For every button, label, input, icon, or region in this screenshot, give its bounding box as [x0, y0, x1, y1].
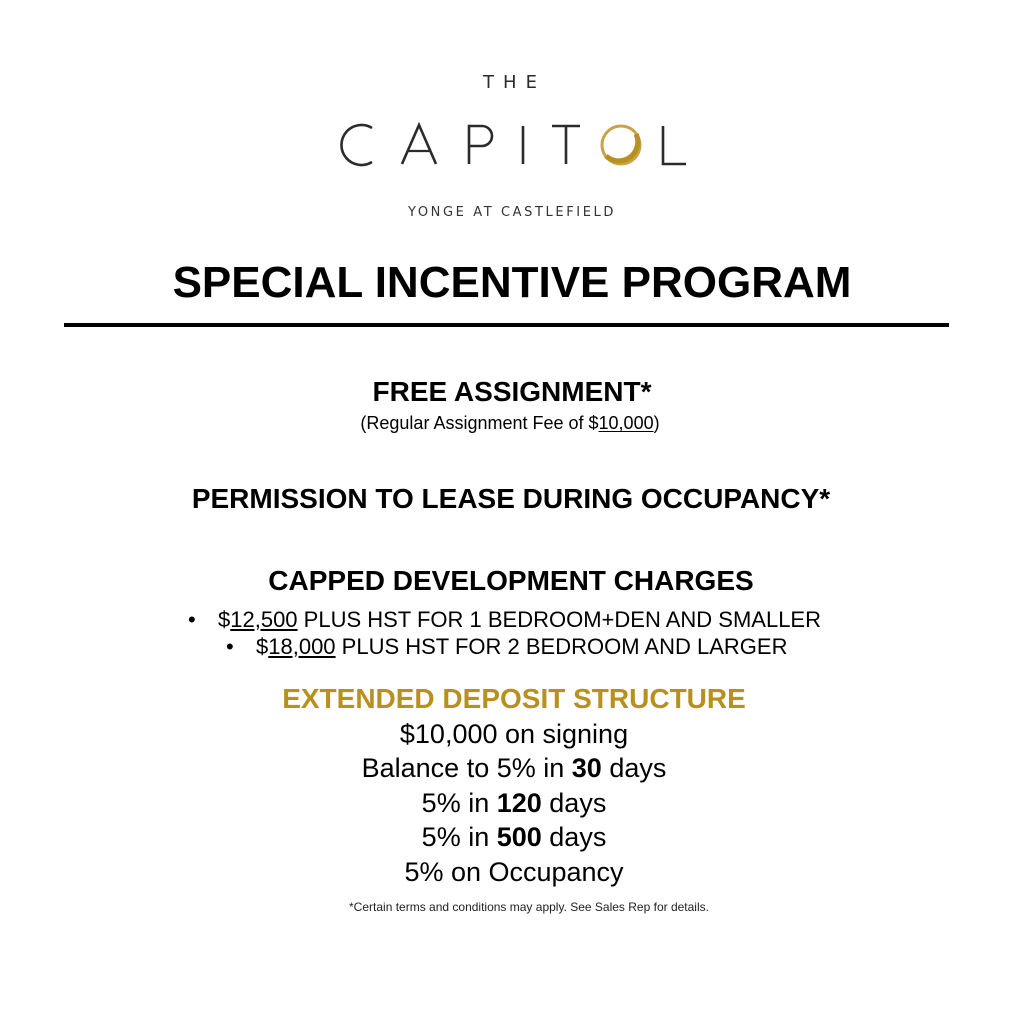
- logo-tagline: YONGE AT CASTLEFIELD: [408, 205, 616, 220]
- deposit-line-suffix: days: [541, 788, 607, 818]
- development-charge-currency: $: [256, 634, 269, 659]
- logo-letter-c: [341, 125, 372, 165]
- deposit-line: [0, 788, 1020, 819]
- deposit-line-text: $10,000 on signing: [399, 719, 629, 749]
- logo-letter-l: [663, 126, 686, 164]
- development-charge-text: PLUS HST FOR 2 BEDROOM AND LARGER: [335, 634, 788, 659]
- development-charge-amount: 12,500: [230, 607, 298, 632]
- lease-permission-heading: PERMISSION TO LEASE DURING OCCUPANCY*: [191, 483, 831, 514]
- deposit-line-bold: 500: [496, 822, 542, 852]
- deposit-structure-heading: EXTENDED DEPOSIT STRUCTURE: [282, 683, 746, 714]
- bullet-icon: •: [188, 607, 196, 632]
- deposit-line-bold: 30: [571, 753, 602, 783]
- deposit-line-suffix: days: [601, 753, 667, 783]
- terms-footnote: *Certain terms and conditions may apply. See Sales Rep for details.: [349, 900, 709, 914]
- deposit-line: [0, 857, 1020, 888]
- deposit-line-text: 5% in: [421, 822, 497, 852]
- development-charge-currency: $: [218, 607, 231, 632]
- deposit-line-suffix: days: [541, 822, 607, 852]
- logo-letter-a: [402, 125, 436, 164]
- bullet-icon: •: [226, 634, 234, 659]
- deposit-line-bold: 120: [496, 788, 542, 818]
- title-divider: [64, 323, 949, 327]
- logo-wordmark: [336, 120, 688, 170]
- development-charge-item: [188, 607, 821, 633]
- free-assignment-heading: FREE ASSIGNMENT*: [372, 376, 652, 407]
- deposit-line: [0, 822, 1020, 853]
- assignment-fee-note-suffix: ): [653, 413, 660, 433]
- logo-the: THE: [483, 72, 546, 93]
- assignment-fee-amount: 10,000: [598, 413, 654, 433]
- assignment-fee-note-prefix: (Regular Assignment Fee of $: [360, 413, 599, 433]
- development-charge-item: [226, 634, 787, 660]
- deposit-line-text: 5% on Occupancy: [404, 857, 624, 887]
- deposit-line-text: 5% in: [421, 788, 497, 818]
- page-title: SPECIAL INCENTIVE PROGRAM: [172, 258, 852, 307]
- logo-letter-p: [469, 126, 492, 164]
- development-charge-amount: 18,000: [268, 634, 336, 659]
- assignment-fee-note: [0, 413, 1020, 434]
- development-charges-heading: CAPPED DEVELOPMENT CHARGES: [268, 565, 754, 596]
- development-charge-text: PLUS HST FOR 1 BEDROOM+DEN AND SMALLER: [297, 607, 821, 632]
- deposit-line: [0, 753, 1020, 784]
- deposit-line: [0, 719, 1020, 750]
- deposit-line-text: Balance to 5% in: [361, 753, 572, 783]
